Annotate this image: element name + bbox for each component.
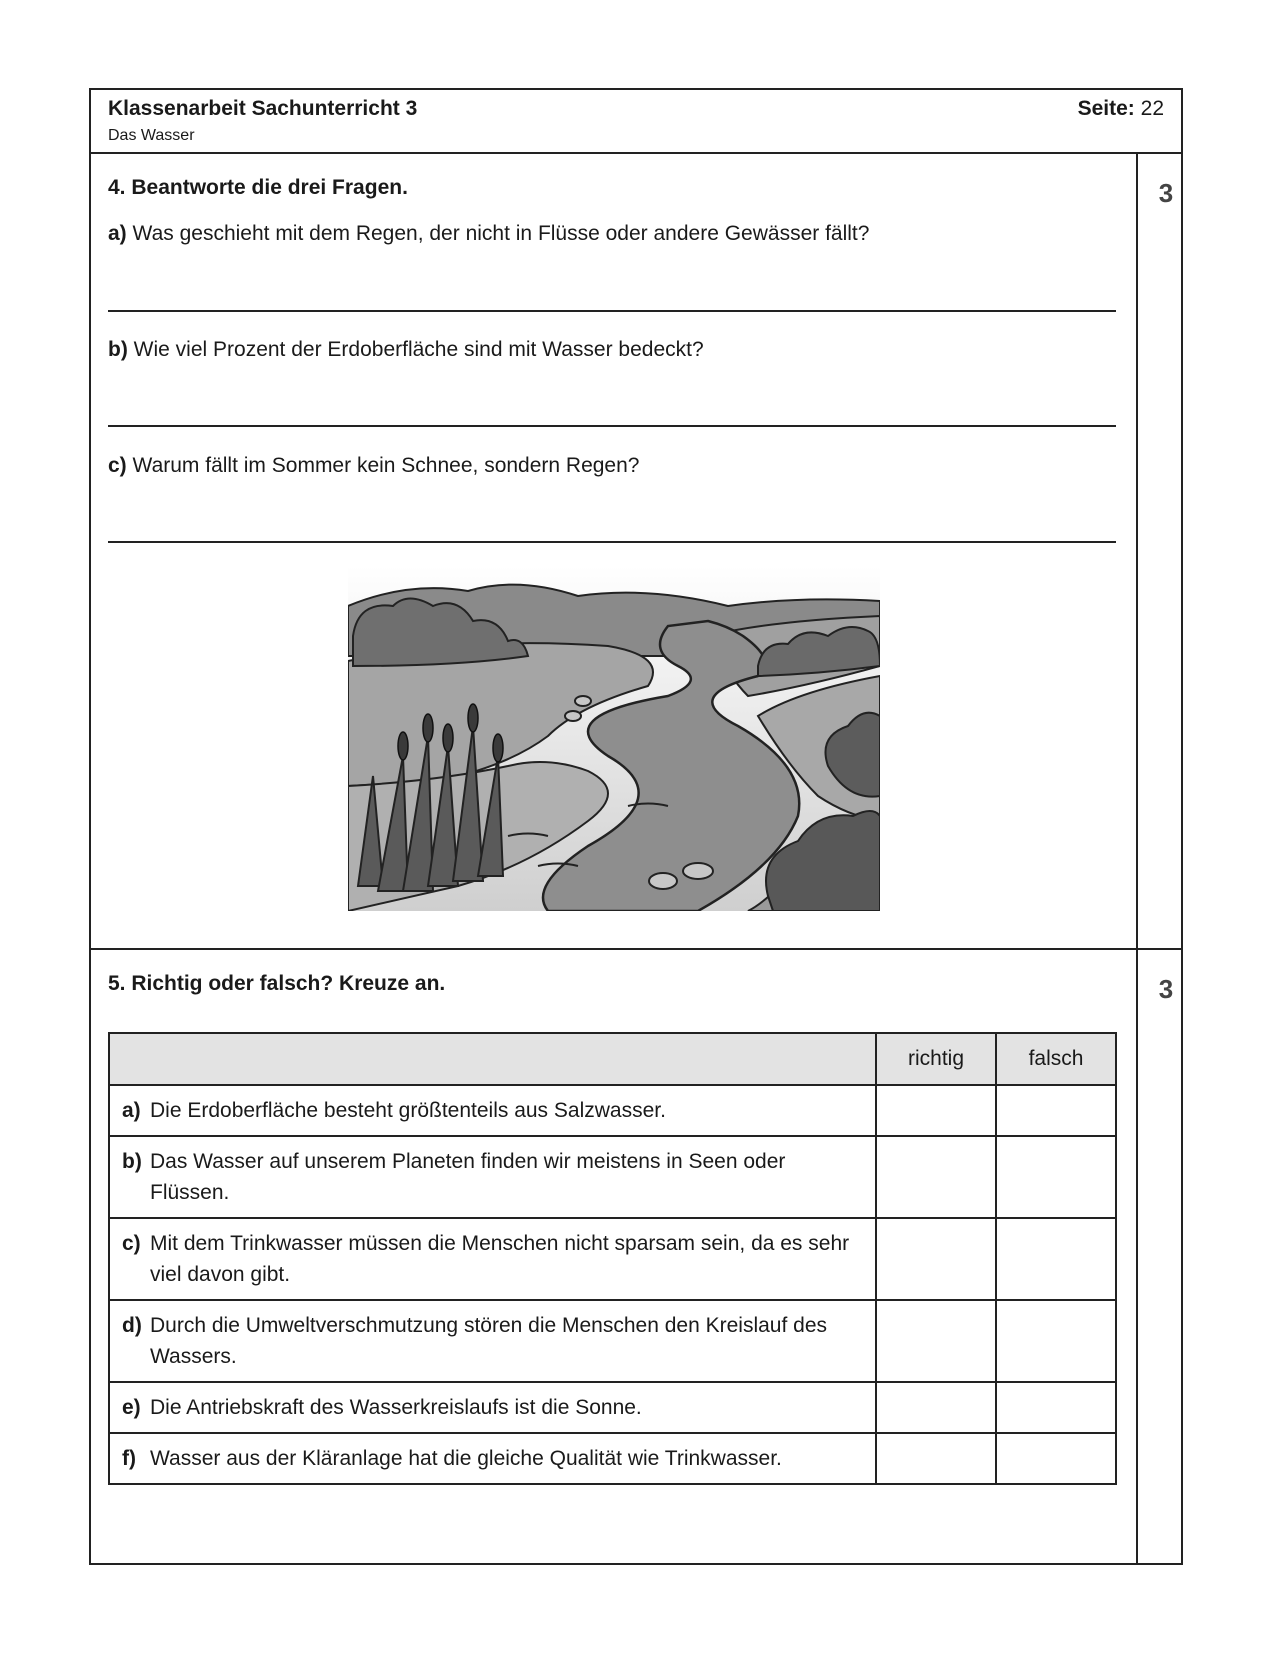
question-a-label: a) — [108, 222, 127, 245]
column-richtig: richtig — [876, 1033, 996, 1085]
table-row — [109, 1085, 1116, 1136]
question-b-text: Wie viel Prozent der Erdoberfläche sind mit Wasser bedeckt? — [133, 338, 704, 361]
statement-label: f) — [122, 1447, 136, 1470]
points-column-divider — [1136, 152, 1138, 1565]
statement-header — [109, 1033, 876, 1085]
statement-text: Die Erdoberfläche besteht größtenteils aus Salzwasser. — [150, 1099, 666, 1122]
checkbox-falsch-d[interactable] — [996, 1300, 1116, 1382]
task5-title: 5. Richtig oder falsch? Kreuze an. — [108, 972, 446, 995]
checkbox-richtig-b[interactable] — [876, 1136, 996, 1218]
table-row — [109, 1300, 1116, 1382]
checkbox-falsch-e[interactable] — [996, 1382, 1116, 1433]
statement-cell — [109, 1218, 876, 1300]
section-divider — [91, 948, 1181, 950]
worksheet-subtitle: Das Wasser — [108, 127, 195, 144]
question-b-label: b) — [108, 338, 128, 361]
checkbox-falsch-a[interactable] — [996, 1085, 1116, 1136]
table-row — [109, 1136, 1116, 1218]
page-number: 22 — [1140, 97, 1164, 120]
checkbox-richtig-a[interactable] — [876, 1085, 996, 1136]
checkbox-falsch-b[interactable] — [996, 1136, 1116, 1218]
statement-cell — [109, 1382, 876, 1433]
question-c-label: c) — [108, 454, 127, 477]
question-c-text: Warum fällt im Sommer kein Schnee, sondern Regen? — [132, 454, 640, 477]
table-row — [109, 1433, 1116, 1484]
statement-text: Mit dem Trinkwasser müssen die Menschen nicht sparsam sein, da es sehr viel davon gibt. — [150, 1232, 850, 1286]
statement-cell — [109, 1136, 876, 1218]
river-landscape-illustration — [348, 566, 880, 911]
answer-line-a[interactable] — [108, 310, 1116, 312]
statement-label: a) — [122, 1099, 141, 1122]
statement-text: Das Wasser auf unserem Planeten finden wir meistens in Seen oder Flüssen. — [150, 1150, 786, 1204]
statement-label: e) — [122, 1396, 141, 1419]
statement-text: Durch die Umweltverschmutzung stören die Menschen den Kreislauf des Wassers. — [150, 1314, 827, 1368]
worksheet-title: Klassenarbeit Sachunterricht 3 — [108, 97, 418, 120]
checkbox-richtig-f[interactable] — [876, 1433, 996, 1484]
checkbox-richtig-c[interactable] — [876, 1218, 996, 1300]
statement-cell — [109, 1433, 876, 1484]
column-falsch: falsch — [996, 1033, 1116, 1085]
question-c — [108, 454, 639, 478]
page-indicator — [1078, 97, 1164, 121]
statement-label: b) — [122, 1150, 142, 1173]
statement-cell — [109, 1300, 876, 1382]
answer-line-c[interactable] — [108, 541, 1116, 543]
table-header-row — [109, 1033, 1116, 1085]
answer-line-b[interactable] — [108, 425, 1116, 427]
question-b — [108, 338, 704, 362]
question-a-text: Was geschieht mit dem Regen, der nicht in Flüsse oder andere Gewässer fällt? — [132, 222, 870, 245]
task5-points: 3 — [1158, 974, 1174, 1004]
worksheet-header — [91, 90, 1181, 154]
checkbox-richtig-d[interactable] — [876, 1300, 996, 1382]
page-label: Seite: — [1077, 97, 1135, 120]
checkbox-richtig-e[interactable] — [876, 1382, 996, 1433]
worksheet — [89, 88, 1183, 1565]
checkbox-falsch-c[interactable] — [996, 1218, 1116, 1300]
statement-label: c) — [122, 1232, 141, 1255]
table-row — [109, 1382, 1116, 1433]
task4-points: 3 — [1158, 178, 1174, 208]
statement-text: Die Antriebskraft des Wasserkreislaufs ist die Sonne. — [150, 1396, 642, 1419]
statement-text: Wasser aus der Kläranlage hat die gleiche Qualität wie Trinkwasser. — [150, 1447, 782, 1470]
statement-cell — [109, 1085, 876, 1136]
task4-title: 4. Beantworte die drei Fragen. — [108, 176, 408, 199]
checkbox-falsch-f[interactable] — [996, 1433, 1116, 1484]
true-false-table — [108, 1032, 1117, 1485]
question-a — [108, 222, 869, 246]
table-row — [109, 1218, 1116, 1300]
statement-label: d) — [122, 1314, 142, 1337]
